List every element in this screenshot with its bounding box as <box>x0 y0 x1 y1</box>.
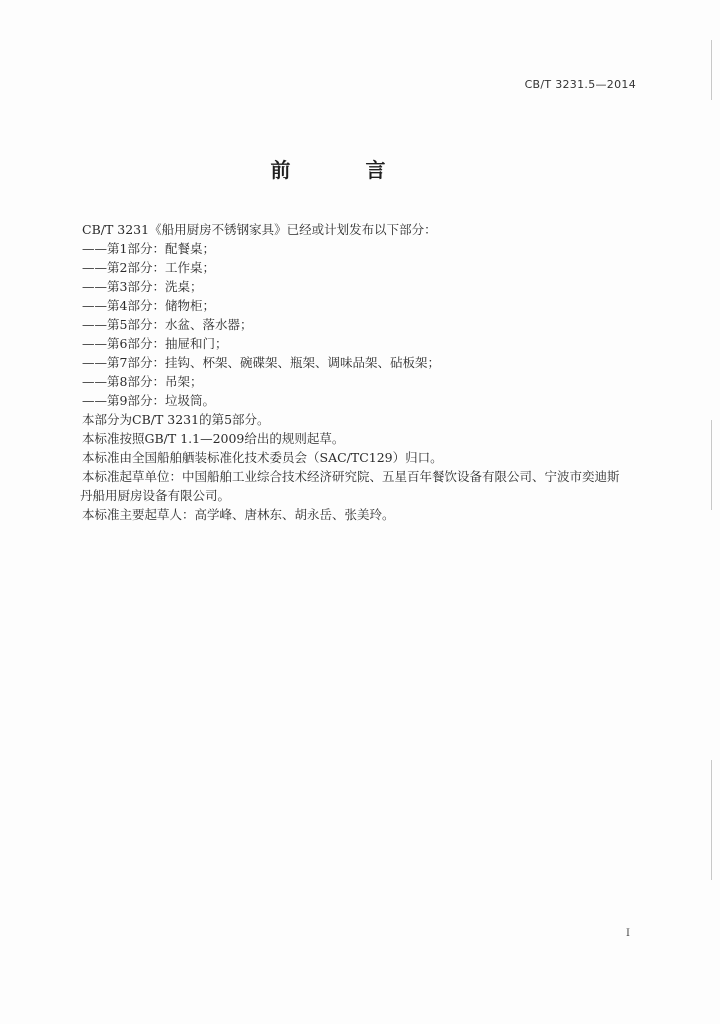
part-list-item: ——第1部分：配餐桌； <box>82 241 215 256</box>
scan-edge-mark <box>711 420 712 510</box>
part-list-item: ——第5部分：水盆、落水器； <box>82 317 253 332</box>
part-list-item: ——第3部分：洗桌； <box>82 279 203 294</box>
part-list-item: ——第6部分：抽屉和门； <box>82 336 228 351</box>
committee-paragraph: 本标准由全国船舶舾装标准化技术委员会（SAC/TC129）归口。 <box>82 450 443 465</box>
scan-edge-mark <box>711 40 712 100</box>
part-list-item: ——第9部分：垃圾筒。 <box>82 393 215 408</box>
intro-paragraph: CB/T 3231《船用厨房不锈钢家具》已经或计划发布以下部分： <box>82 222 437 237</box>
drafting-rule-paragraph: 本标准按照GB/T 1.1—2009给出的规则起草。 <box>82 431 345 446</box>
part-list-item: ——第2部分：工作桌； <box>82 260 215 275</box>
drafting-units-continuation: 丹船用厨房设备有限公司。 <box>80 488 231 503</box>
page-number: I <box>626 928 630 939</box>
page-title: 前 言 <box>270 158 420 182</box>
part-list-item: ——第7部分：挂钩、杯架、碗碟架、瓶架、调味品架、砧板架； <box>82 355 440 370</box>
foreword-body <box>82 220 642 524</box>
drafting-units-paragraph: 本标准起草单位：中国船舶工业综合技术经济研究院、五星百年餐饮设备有限公司、宁波市奕迪斯 <box>82 469 620 484</box>
standard-code: CB/T 3231.5—2014 <box>524 78 636 91</box>
this-part-paragraph: 本部分为CB/T 3231的第5部分。 <box>82 412 270 427</box>
part-list-item: ——第4部分：储物柜； <box>82 298 215 313</box>
scan-edge-mark <box>711 760 712 880</box>
part-list-item: ——第8部分：吊架； <box>82 374 203 389</box>
drafters-paragraph: 本标准主要起草人：高学峰、唐林东、胡永岳、张美玲。 <box>82 507 395 522</box>
